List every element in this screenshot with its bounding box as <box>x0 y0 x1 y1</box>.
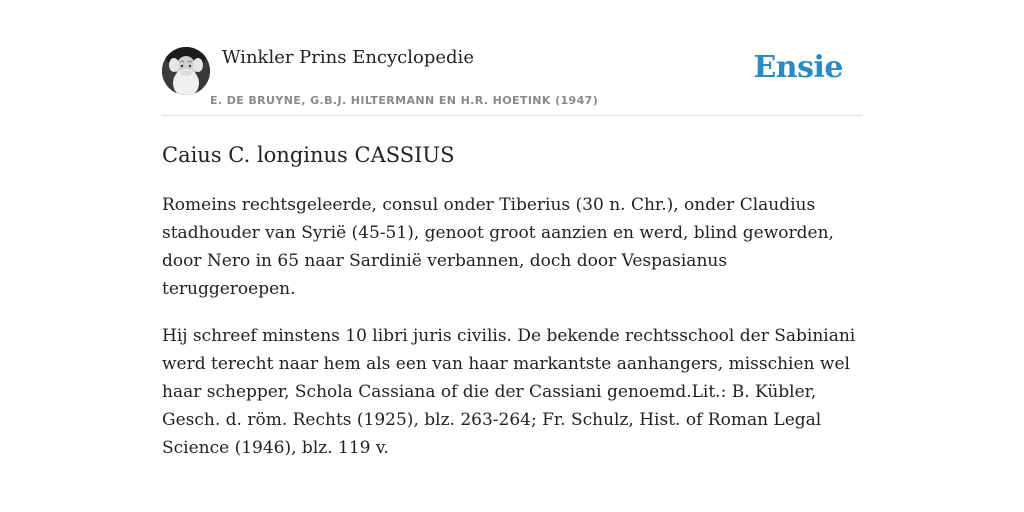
source-header <box>162 44 862 116</box>
article-page <box>162 44 862 481</box>
article-paragraph: Hij schreef minstens 10 libri juris civilis. De bekende rechtsschool der Sabiniani werd terecht naar hem als een van haar markantste aanhangers, misschien wel haar schepper, Schola Cassiana of die der Cassiani genoemd.Lit.: B. Kübler, Gesch. d. röm. Rechts (1925), blz. 263-264; Fr. Schulz, Hist. of Roman Legal Science (1946), blz. 119 v. <box>162 326 856 458</box>
source-authors: E. DE BRUYNE, G.B.J. HILTERMANN EN H.R. HOETINK (1947) <box>210 94 599 107</box>
bearded-man-portrait-icon[interactable] <box>162 47 210 95</box>
source-title[interactable]: Winkler Prins Encyclopedie <box>222 47 474 68</box>
article-body <box>162 191 862 462</box>
article-title: Caius C. longinus CASSIUS <box>162 143 455 167</box>
article-paragraph: Romeins rechtsgeleerde, consul onder Tiberius (30 n. Chr.), onder Claudius stadhouder van Syrië (45-51), genoot groot aanzien en werd, blind geworden, door Nero in 65 naar Sardinië verbannen, doch door Vespasianus teruggeroepen. <box>162 195 834 299</box>
ensie-logo[interactable]: Ensie <box>753 50 843 85</box>
